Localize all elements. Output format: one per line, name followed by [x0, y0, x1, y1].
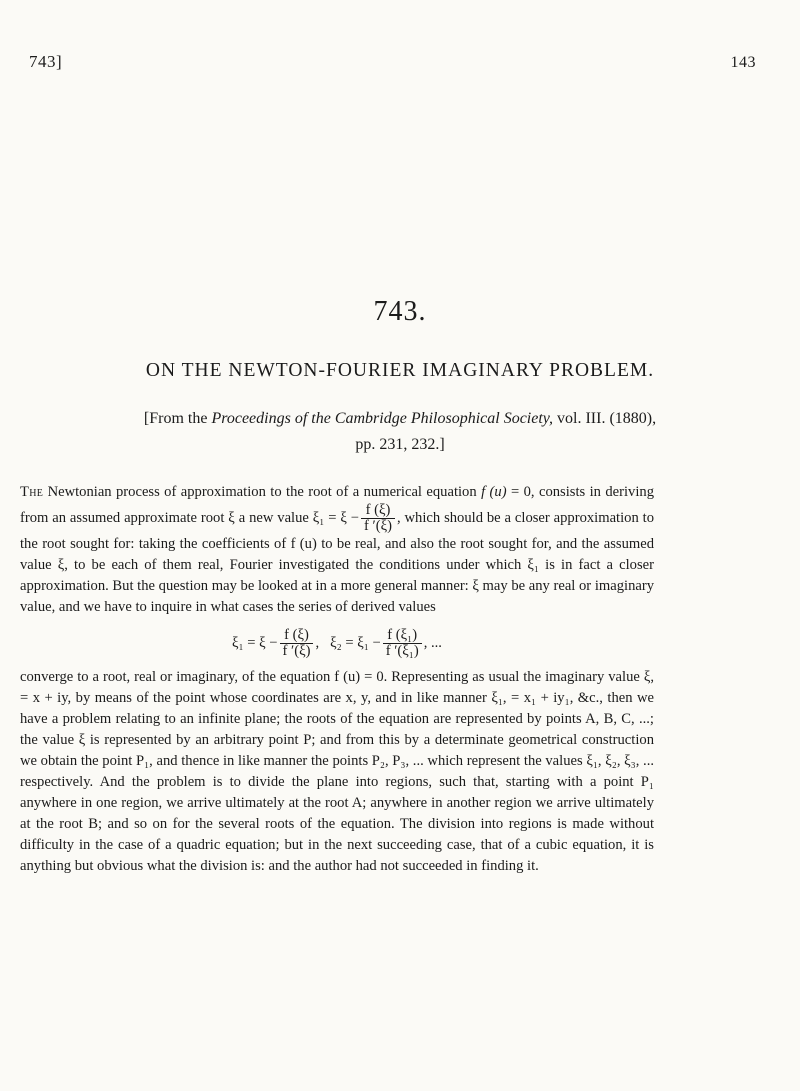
article-number: 743.	[373, 296, 427, 327]
display-fraction-2-denominator: f ′(ξ₁)	[385, 643, 419, 659]
display-fraction-2-numerator: f (ξ₁)	[383, 628, 422, 644]
page-number: 143	[730, 54, 756, 71]
fraction	[361, 503, 395, 534]
p1-text-d: the coefficients of f (u) to be real, and also the root sought for, and the assumed value ξ, to be each of them real, Fourier investigated the conditions under which ξ₁ is in fact a closer approximation. But the question may be looked at in a more general manner: ξ may be any real or imaginary value, and we have to inquire in what cases the series of derived values	[20, 536, 654, 615]
p1-text-b: = 0, consists in deriving from an assumed approximate root ξ a new value	[20, 484, 654, 526]
lead-word: The	[20, 484, 44, 500]
body-text	[20, 482, 654, 877]
p1-text-a: Newtonian process of approximation to the root of a numerical equation	[43, 484, 477, 500]
running-header-article-number: 743]	[29, 52, 63, 71]
formula-lhs: ξ₁ = ξ −	[312, 509, 360, 526]
inline-formula-xi1	[312, 502, 397, 534]
article-title: ON THE NEWTON-FOURIER IMAGINARY PROBLEM.	[145, 360, 655, 381]
paragraph-1	[20, 482, 654, 618]
fraction-denominator: f ′(ξ)	[364, 518, 392, 534]
display-formula	[20, 628, 654, 659]
source-prefix: [From the	[143, 410, 212, 427]
formula-ellipsis: , ...	[423, 634, 442, 651]
formula-xi1-lhs: ξ₁ = ξ −	[232, 634, 278, 651]
source-volume: vol. III. (1880),	[553, 410, 657, 427]
paragraph-2: converge to a root, real or imaginary, of the equation f (u) = 0. Representing as usual the imaginary value ξ, = x + iy, by means of the point whose coordinates are x, y, and in like manner ξ₁, = x₁ + iy₁, &c., then we have a problem relating to an infinite plane; the roots of the equation are represented by points A, B, C, ...; the value ξ is represented by an arbitrary point P; and from this by a determinate geometrical construction we obtain the point P₁, and thence in like manner the points P₂, P₃, ... which represent the values ξ₁, ξ₂, ξ₃, ... respectively. And the problem is to divide the plane into regions, such that, starting with a point P₁ anywhere in one region, we arrive ultimately at the root A; anywhere in another region we arrive ultimately at the root B; and so on for the several roots of the equation. The division into regions is made without difficulty in the case of a quadric equation; but in the next succeeding case, that of a cubic equation, it is anything but obvious what the division is: and the author had not succeeded in finding it.	[20, 669, 654, 874]
p1-text-c: , which should be a closer approximation to the root sought for: taking	[20, 509, 655, 552]
display-fraction-2	[383, 628, 422, 659]
source-citation	[60, 406, 740, 458]
fraction-numerator: f (ξ)	[361, 503, 395, 519]
display-fraction-1-numerator: f (ξ)	[280, 628, 314, 644]
display-fraction-1	[280, 628, 314, 659]
source-pages: pp. 231, 232.]	[355, 436, 445, 453]
formula-xi2-lhs: ξ₂ = ξ₁ −	[330, 634, 381, 651]
source-journal: Proceedings of the Cambridge Philosophical Society,	[211, 410, 554, 427]
display-fraction-1-denominator: f ′(ξ)	[282, 643, 311, 659]
equation-fu: f (u)	[481, 484, 507, 500]
formula-separator: ,	[315, 634, 320, 651]
